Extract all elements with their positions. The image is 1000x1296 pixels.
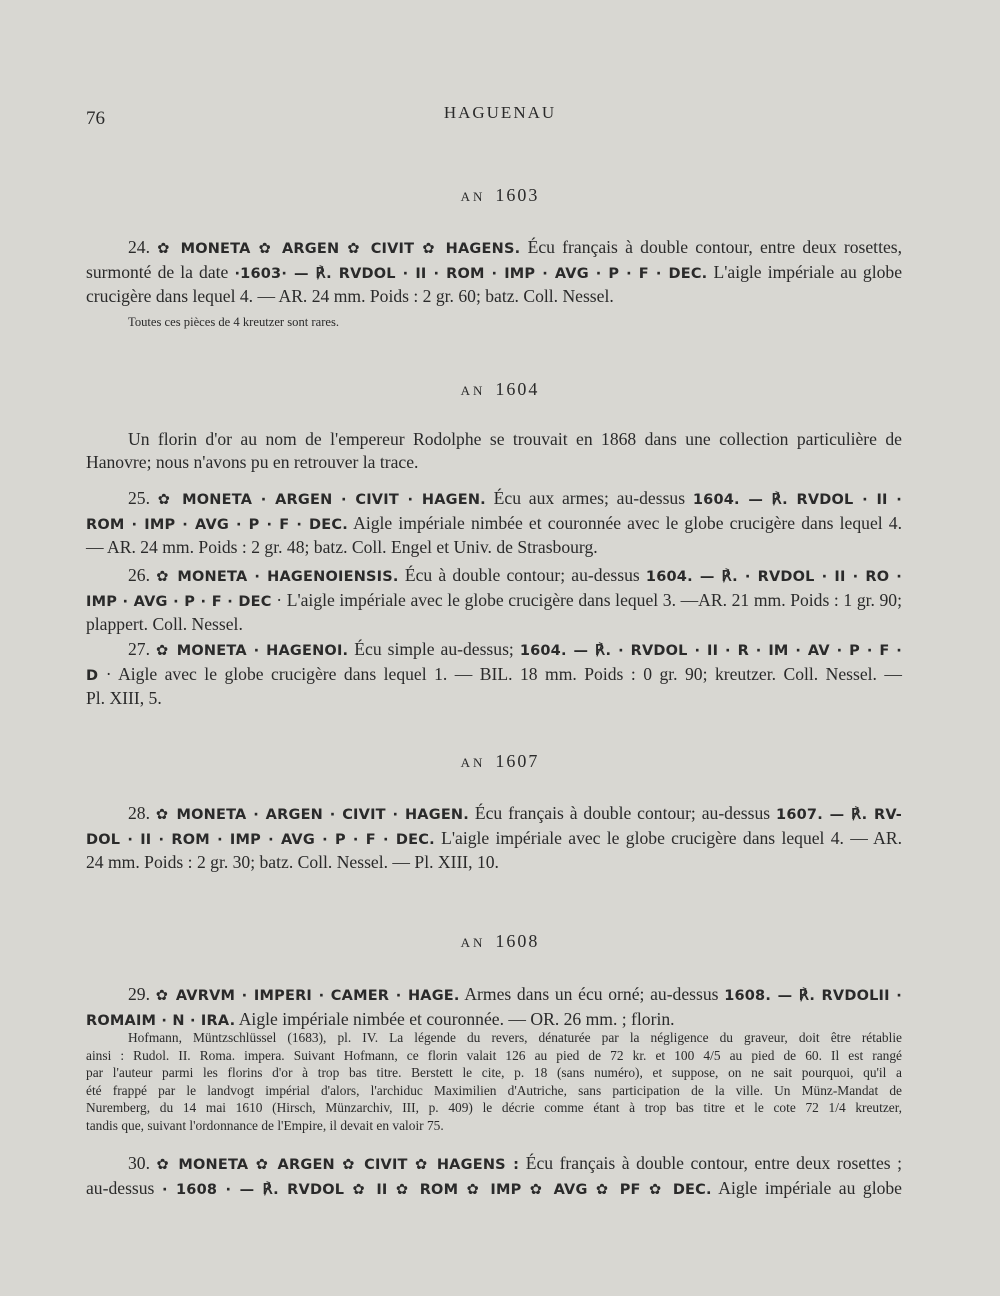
note-line: ainsi : Rudol. II. Roma. impera. Suivant Hofmann, ce florin valait 126 au pied de 72 kr. et 100 4/5 au pied de 60. Il est rangé (86, 1047, 902, 1063)
entry-line: surmonté de la date ·1603· — ℟. RVDOL · II · ROM · IMP · AVG · P · F · DEC. L'aigle impériale au globe (86, 261, 903, 282)
entry-line: 25. ✿ MONETA · ARGEN · CIVIT · HAGEN. Écu aux armes; au-dessus 1604. — ℟. RVDOL · II · (128, 488, 902, 508)
section-an-label: AN (460, 189, 486, 204)
entry-line: 28. ✿ MONETA · ARGEN · CIVIT · HAGEN. Écu français à double contour; au-dessus 1607. — ℟. RV- (128, 803, 902, 823)
page-number: 76 (86, 108, 105, 129)
entry-line: — AR. 24 mm. Poids : 2 gr. 48; batz. Coll. Engel et Univ. de Strasbourg. (86, 537, 598, 557)
coin-legend: ·1603· — ℟. RVDOL · II · ROM · IMP · AVG · P · F · DEC. (234, 265, 708, 282)
coin-legend: ✿ MONETA · HAGENOI. (156, 643, 349, 659)
coin-entry-27 (86, 638, 902, 710)
coin-legend: D (86, 667, 99, 684)
section-year: 1603 (495, 185, 540, 205)
section-heading-1603 (0, 185, 1000, 206)
coin-entry-26 (86, 564, 902, 636)
note-line: été frappé par le landvogt impérial d'alors, l'archiduc Maximilien d'Autriche, sans participation de la ville. Un Münz-Mandat de (86, 1082, 902, 1098)
coin-legend: · 1608 · — ℟. RVDOL ✿ II ✿ ROM ✿ IMP ✿ AVG ✿ PF ✿ DEC. (161, 1181, 712, 1198)
section-an-label: AN (460, 383, 486, 398)
section-heading-1607 (0, 751, 1000, 772)
coin-legend: 1608. — ℟. RVDOLII · (724, 988, 902, 1004)
entry-line: 26. ✿ MONETA · HAGENOIENSIS. Écu à double contour; au-dessus 1604. — ℟. · RVDOL · II · RO · (128, 565, 902, 585)
coin-legend: ROMAIM · N · IRA. (86, 1012, 236, 1029)
entry-line: ROMAIM · N · IRA. Aigle impériale nimbée et couronnée. — OR. 26 mm. ; florin. (86, 1008, 675, 1029)
entry-line: Pl. XIII, 5. (86, 688, 162, 708)
section-heading-1608 (0, 931, 1000, 952)
coin-legend: IMP · AVG · P · F · DEC (86, 593, 272, 610)
coin-entry-28 (86, 802, 902, 874)
entry-line: 27. ✿ MONETA · HAGENOI. Écu simple au-dessus; 1604. — ℟. · RVDOL · II · R · IM · AV · P · F · (128, 639, 903, 659)
coin-legend: ✿ AVRVM · IMPERI · CAMER · HAGE. (155, 988, 460, 1004)
entry-line: ROM · IMP · AVG · P · F · DEC. Aigle impériale nimbée et couronnée avec le globe crucigère dans lequel 4. (86, 512, 902, 533)
coin-legend: ✿ MONETA · ARGEN · CIVIT · HAGEN. (157, 492, 486, 508)
coin-legend: 1604. — ℟. RVDOL · II · (692, 492, 902, 508)
coin-entry-24 (86, 236, 902, 308)
footnote-1603: Toutes ces pièces de 4 kreutzer sont rares. (128, 315, 340, 329)
section-an-label: AN (460, 755, 486, 770)
coin-legend: ROM · IMP · AVG · P · F · DEC. (86, 516, 348, 533)
section-year: 1607 (495, 751, 540, 771)
coin-legend: ✿ MONETA ✿ ARGEN ✿ CIVIT ✿ HAGENS. (157, 241, 521, 257)
entry-line: 24 mm. Poids : 2 gr. 30; batz. Coll. Nessel. — Pl. XIII, 10. (86, 852, 499, 872)
note-line: tandis que, suivant l'ordonnance de l'Empire, il devait en valoir 75. (86, 1117, 444, 1133)
entry-line: plappert. Coll. Nessel. (86, 614, 243, 634)
entry-line: D · Aigle avec le globe crucigère dans lequel 1. — BIL. 18 mm. Poids : 0 gr. 90; kreutzer. Coll. Nessel. — (86, 663, 902, 684)
paragraph-line: Un florin d'or au nom de l'empereur Rodolphe se trouvait en 1868 dans une collection particulière de (128, 429, 902, 449)
note-line: par l'auteur parmi les florins d'or à trop bas titre. Berstett le cite, p. 18 (sans numéro), et suppose, on ne sait pourquoi, qu'il a (86, 1065, 902, 1081)
coin-legend: ✿ MONETA · HAGENOIENSIS. (156, 569, 399, 585)
coin-entry-29 (86, 983, 902, 1032)
section-year: 1608 (495, 931, 540, 951)
coin-legend: 1607. — ℟. RV- (776, 807, 902, 823)
coin-entry-30 (86, 1152, 902, 1201)
section-an-label: AN (460, 935, 486, 950)
coin-legend: 1604. — ℟. · RVDOL · II · R · IM · AV · P · F · (519, 643, 903, 659)
entry-line: 30. ✿ MONETA ✿ ARGEN ✿ CIVIT ✿ HAGENS : Écu français à double contour, entre deux rosettes ; (128, 1153, 903, 1173)
coin-legend: DOL · II · ROM · IMP · AVG · P · F · DEC. (86, 831, 435, 848)
coin-legend: ✿ MONETA · ARGEN · CIVIT · HAGEN. (155, 807, 469, 823)
paragraph-line: Hanovre; nous n'avons pu en retrouver la trace. (86, 451, 419, 472)
section-year: 1604 (495, 379, 540, 399)
coin-legend: 1604. — ℟. · RVDOL · II · RO · (645, 569, 902, 585)
entry-line: au-dessus · 1608 · — ℟. RVDOL ✿ II ✿ ROM ✿ IMP ✿ AVG ✿ PF ✿ DEC. Aigle impériale au globe (86, 1177, 902, 1198)
coin-entry-25 (86, 487, 902, 559)
note-line: Hofmann, Müntzschlüssel (1683), pl. IV. La légende du revers, dénaturée par la négligence du graveur, doit être rétablie (128, 1030, 902, 1045)
entry-line: DOL · II · ROM · IMP · AVG · P · F · DEC. L'aigle impériale avec le globe crucigère dans lequel 4. — AR. (86, 827, 902, 848)
entry-line: 24. ✿ MONETA ✿ ARGEN ✿ CIVIT ✿ HAGENS. Écu français à double contour, entre deux rosettes, (128, 237, 903, 257)
florin-paragraph (86, 428, 902, 473)
entry-line: 29. ✿ AVRVM · IMPERI · CAMER · HAGE. Armes dans un écu orné; au-dessus 1608. — ℟. RVDOLII · (128, 984, 902, 1004)
entry-line: crucigère dans lequel 4. — AR. 24 mm. Poids : 2 gr. 60; batz. Coll. Nessel. (86, 286, 614, 306)
footnote-1608 (86, 1029, 902, 1135)
coin-legend: ✿ MONETA ✿ ARGEN ✿ CIVIT ✿ HAGENS : (156, 1157, 520, 1173)
section-heading-1604 (0, 379, 1000, 400)
note-line: Nuremberg, du 14 mai 1610 (Hirsch, Münzarchiv, III, p. 409) le décrie comme étant à trop bas titre et le cote 72 1/4 kreutzer, (86, 1100, 902, 1116)
running-title: HAGUENAU (443, 103, 557, 122)
entry-line: IMP · AVG · P · F · DEC · L'aigle impériale avec le globe crucigère dans lequel 3. —AR. 21 mm. Poids : 1 gr. 90; (86, 589, 902, 610)
